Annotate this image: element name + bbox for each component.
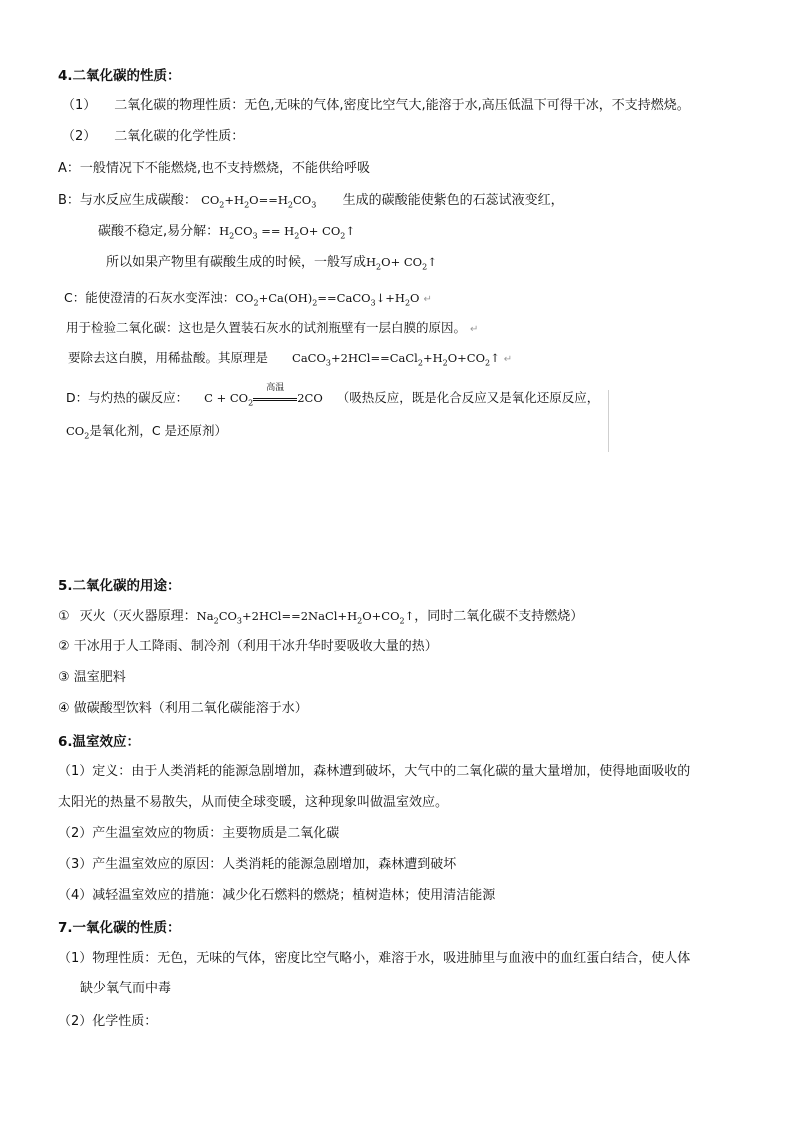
s4-item-d2 [66, 421, 227, 441]
condition-label: 高温 [266, 383, 285, 393]
s4-item-b2 [98, 221, 355, 242]
equation-hcl: $CaCO_3+2HCl==CaCl_2+H_2O+CO_2↑$ [292, 351, 500, 368]
s6-paragraph-1b: 太阳光的热量不易散失，从而使全球变暖，这种现象叫做温室效应。 [58, 795, 449, 810]
condition-mark [253, 383, 297, 408]
s4-item-c [64, 288, 432, 310]
equation-carbonic-decompose: $H_2CO_3 == H_2O+$ $CO_2↑$ [219, 224, 355, 241]
section-7-title: 7.一氧化碳的性质： [58, 920, 181, 936]
s4-b3-prefix: 所以如果产物里有碳酸生成的时候，一般写成 [106, 255, 367, 270]
co2-formula: $CO_2$ [66, 424, 90, 441]
s5-i1-prefix: 灭火（灭火器原理： [79, 609, 197, 624]
s6-paragraph-4: （4）减轻温室效应的措施：减少化石燃料的燃烧；植树造林；使用清洁能源 [58, 888, 496, 903]
return-mark-icon: ↵ [423, 294, 432, 305]
scanned-insert [60, 284, 610, 454]
s7-paragraph-2: （2）化学性质： [58, 1014, 158, 1029]
s4-paragraph-2 [62, 127, 244, 147]
s4-d-tail: （吸热反应，既是化合反应又是氧化还原反应， [336, 390, 600, 405]
s4-p2-number: （2） [62, 129, 97, 144]
equation-limewater: $CO_2+Ca(OH)_2==CaCO_3↓+H_2O$ [235, 291, 420, 308]
s4-item-c2 [66, 318, 478, 340]
s6-paragraph-3: （3）产生温室效应的原因：人类消耗的能源急剧增加，森林遭到破坏 [58, 857, 457, 872]
s4-item-d [66, 383, 600, 408]
s4-c2-text: 用于检验二氧化碳：这也是久置装石灰水的试剂瓶壁有一层白膜的原因。 [66, 320, 467, 335]
s4-b2-prefix: 碳酸不稳定,易分解： [98, 224, 220, 239]
s4-p1-text: 二氧化碳的物理性质：无色,无味的气体,密度比空气大,能溶于水,高压低温下可得干冰，不支持燃烧。 [114, 98, 690, 113]
s6-paragraph-1a: （1）定义：由于人类消耗的能源急剧增加，森林遭到破坏，大气中的二氧化碳的量大量增加，使得地面吸收的 [58, 764, 691, 779]
equation-extinguisher: $Na_2CO_3+2HCl==2NaCl+H_2O+CO_2↑$ [196, 609, 415, 626]
s4-p2-text: 二氧化碳的化学性质： [114, 129, 245, 144]
s4-item-a: A：一般情况下不能燃烧,也不支持燃烧，不能供给呼吸 [58, 161, 371, 176]
s5-item-3: ③ 温室肥料 [58, 670, 126, 685]
s6-paragraph-2: （2）产生温室效应的物质：主要物质是二氧化碳 [58, 826, 340, 841]
s5-i1-mark: ① [58, 609, 70, 624]
s5-item-2: ② 干冰用于人工降雨、制冷剂（利用干冰升华时要吸收大量的热） [58, 639, 438, 654]
section-4-title: 4.二氧化碳的性质： [58, 68, 181, 84]
section-6-title: 6.温室效应： [58, 734, 141, 750]
section-5-title: 5.二氧化碳的用途： [58, 578, 181, 594]
s4-paragraph-1 [62, 96, 690, 116]
s7-paragraph-1a: （1）物理性质：无色，无味的气体，密度比空气略小，难溶于水，吸进肺里与血液中的血红蛋白结合，使人体 [58, 951, 691, 966]
s7-paragraph-1b: 缺少氧气而中毒 [80, 981, 172, 996]
equation-water-co2: $H_2O+$ $CO_2↑$ [366, 255, 437, 272]
s4-d2-suffix: 是氧化剂，C 是还原剂） [89, 423, 228, 438]
s4-b-prefix: B：与水反应生成碳酸： [58, 193, 197, 208]
s4-d-prefix: D：与灼热的碳反应： [66, 390, 189, 405]
s4-item-c3 [68, 348, 512, 370]
return-mark-icon: ↵ [503, 354, 513, 365]
return-mark-icon: ↵ [470, 324, 479, 335]
s5-item-1 [58, 606, 583, 627]
s4-c3-prefix: 要除去这白膜，用稀盐酸。其原理是 [68, 350, 269, 365]
scan-edge-line [608, 390, 609, 452]
s5-item-4: ④ 做碳酸型饮料（利用二氧化碳能溶于水） [58, 701, 308, 716]
s4-p1-number: （1） [62, 98, 97, 113]
equation-co2-water: $CO_2+H_2O==H_2CO_3$ [201, 193, 317, 210]
s4-c-prefix: C：能使澄清的石灰水变浑浊： [64, 290, 236, 305]
s4-item-b3 [106, 252, 437, 273]
s4-b-tail: 生成的碳酸能使紫色的石蕊试液变红， [342, 193, 564, 208]
s5-i1-tail: ，同时二氧化碳不支持燃烧） [414, 609, 584, 624]
s4-item-b [58, 190, 564, 211]
equation-carbon-reaction: $C + CO_2$ 高温 2CO [204, 391, 323, 405]
